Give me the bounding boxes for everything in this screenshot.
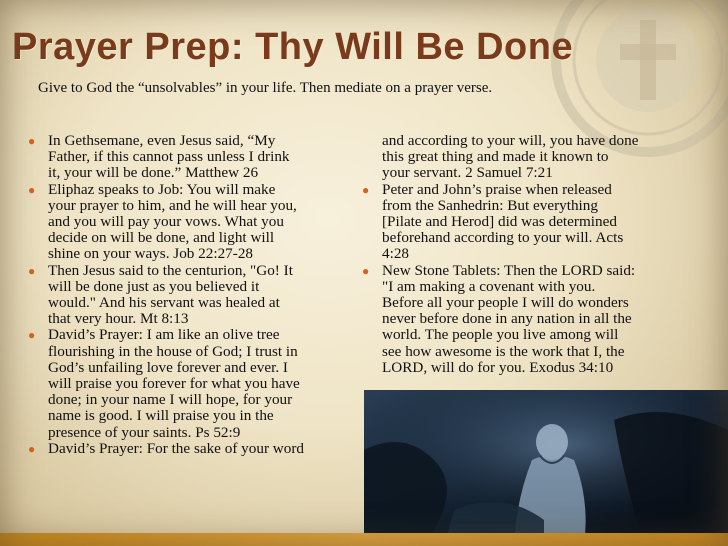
item-text: Peter and John’s praise when released [382, 180, 612, 198]
list-item [24, 327, 362, 440]
bullet-icon: ● [28, 134, 36, 148]
list-item [24, 263, 362, 328]
item-text: In Gethsemane, even Jesus said, “My [48, 132, 276, 149]
bullet-icon: ● [362, 263, 370, 278]
accent-bar [0, 533, 728, 546]
item-text: 4:28 [382, 245, 410, 263]
item-text: LORD, will do for you. Exodus 34:10 [382, 358, 614, 376]
list-item [358, 182, 698, 263]
item-text: from the Sanhedrin: But everything [382, 196, 598, 214]
item-text: this great thing and made it known to [382, 148, 609, 166]
list-item [24, 133, 362, 182]
list-item [24, 441, 362, 457]
item-text: [Pilate and Herod] did was determined [382, 213, 617, 231]
item-text: David’s Prayer: I am like an olive tree [48, 326, 280, 344]
bullet-icon: ● [362, 182, 370, 197]
left-column [24, 133, 362, 457]
list-item [358, 263, 698, 376]
list-item [24, 182, 362, 263]
item-text: it, your will be done.” Matthew 26 [48, 164, 259, 182]
right-column [358, 133, 698, 376]
item-text: Before all your people I will do wonders [382, 294, 629, 312]
slide-subtitle: Give to God the “unsolvables” in your life. Then mediate on a prayer verse. [38, 80, 493, 96]
item-text: will praise you forever for what you have [48, 375, 300, 393]
bullet-icon: ● [28, 182, 36, 197]
bullet-icon: ● [28, 263, 36, 278]
item-text: and you will pay your vows. What you [48, 213, 284, 231]
item-text: flourishing in the house of God; I trust in [48, 342, 298, 360]
item-text: would." And his servant was healed at [48, 294, 280, 312]
item-text: and according to your will, you have done [382, 132, 639, 149]
item-text: presence of your saints. Ps 52:9 [48, 423, 241, 441]
item-text: your prayer to him, and he will hear you, [48, 196, 297, 214]
item-text: Father, if this cannot pass unless I drink [48, 148, 290, 166]
bullet-icon: ● [28, 441, 36, 456]
item-text: will be done just as you believed it [48, 277, 260, 295]
slide-title: Prayer Prep: Thy Will Be Done [12, 26, 574, 68]
item-text: your servant. 2 Samuel 7:21 [382, 164, 553, 182]
item-text: name is good. I will praise you in the [48, 407, 274, 425]
item-text: see how awesome is the work that I, the [382, 342, 625, 360]
item-text: Eliphaz speaks to Job: You will make [48, 180, 276, 198]
item-text: never before done in any nation in all the [382, 310, 632, 328]
item-text: God’s unfailing love forever and ever. I [48, 358, 288, 376]
item-text: world. The people you live among will [382, 326, 619, 344]
item-text: decide on will be done, and light will [48, 229, 275, 247]
item-text: beforehand according to your will. Acts [382, 229, 624, 247]
item-text: done; in your name I will hope, for your [48, 391, 293, 409]
praying-figure-photo [364, 390, 728, 546]
item-text: David’s Prayer: For the sake of your word [48, 439, 305, 457]
item-text: New Stone Tablets: Then the LORD said: [382, 261, 636, 279]
bullet-icon: ● [28, 328, 36, 343]
list-item-continuation [358, 133, 698, 182]
item-text: that very hour. Mt 8:13 [48, 310, 189, 328]
item-text: Then Jesus said to the centurion, "Go! It [48, 261, 293, 279]
item-text: "I am making a covenant with you. [382, 277, 596, 295]
photo-illustration [364, 390, 728, 546]
item-text: shine on your ways. Job 22:27-28 [48, 245, 254, 263]
